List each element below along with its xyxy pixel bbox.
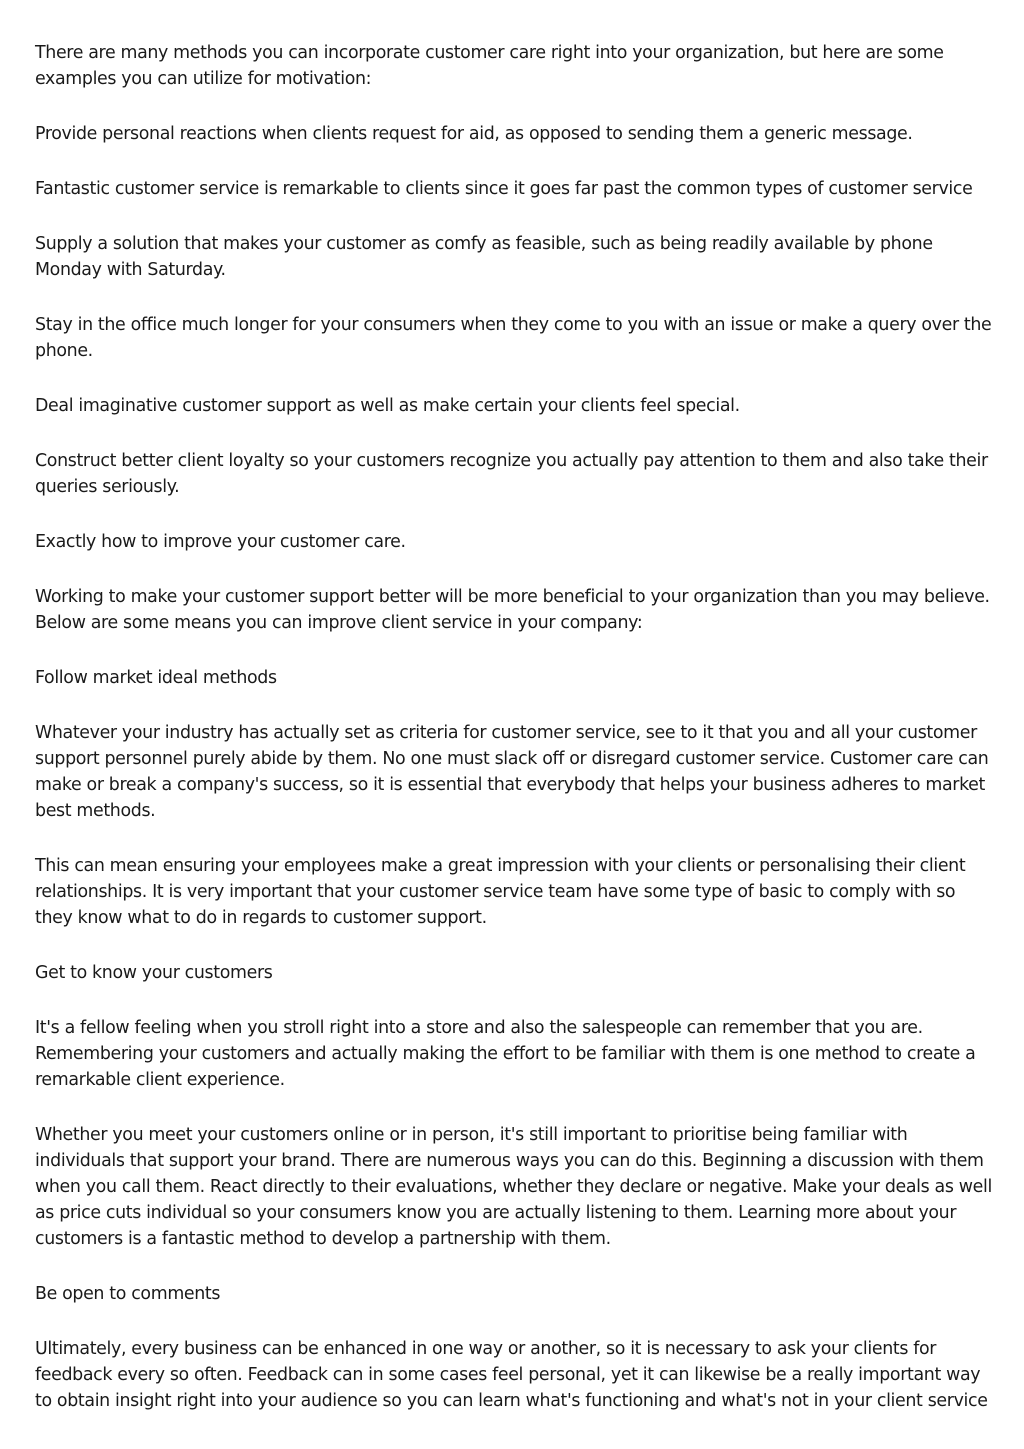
example-fantastic-service: Fantastic customer service is remarkable to clients since it goes far past the common types of customer service bbox=[35, 179, 973, 199]
section-heading-know-customers: Get to know your customers bbox=[35, 963, 273, 983]
fellow-feeling-paragraph: It's a fellow feeling when you stroll right into a store and also the salespeople can remember that you are. Remembering your customers and actually making the effort to be familiar with them is one method to create a remarkable client experience. bbox=[35, 1018, 976, 1090]
intro-paragraph: There are many methods you can incorporate customer care right into your organization, but here are some examples you can utilize for motivation: bbox=[35, 43, 944, 89]
feedback-paragraph: Ultimately, every business can be enhanced in one way or another, so it is necessary to ask your clients for feedback every so often. Feedback can in some cases feel personal, yet it can likewise be a really important way to obtain insight right into your audience so you can learn what's functioning and what's not in your client service bbox=[35, 1339, 988, 1411]
meet-customers-paragraph: Whether you meet your customers online or in person, it's still important to prioritise being familiar with individuals that support your brand. There are numerous ways you can do this. Beginning a discussion with them when you call them. React directly to their evaluations, whether they declare or negative. Make your deals as well as price cuts individual so your consumers know you are actually listening to them. Learning more about your customers is a fantastic method to develop a partnership with them. bbox=[35, 1125, 992, 1249]
best-methods-paragraph: Whatever your industry has actually set as criteria for customer service, see to it that you and all your customer support personnel purely abide by them. No one must slack off or disregard customer service. Customer care can make or break a company's success, so it is essential that everybody that helps your business adheres to market best methods. bbox=[35, 723, 989, 821]
document-body bbox=[35, 40, 995, 1443]
example-comfy-solution: Supply a solution that makes your customer as comfy as feasible, such as being readily available by phone Monday with Saturday. bbox=[35, 234, 933, 280]
section-heading-improve: Exactly how to improve your customer care. bbox=[35, 532, 406, 552]
example-personal-reactions: Provide personal reactions when clients request for aid, as opposed to sending them a generic message. bbox=[35, 124, 913, 144]
example-imaginative-support: Deal imaginative customer support as well as make certain your clients feel special. bbox=[35, 396, 740, 416]
example-client-loyalty: Construct better client loyalty so your customers recognize you actually pay attention to them and also take their queries seriously. bbox=[35, 451, 988, 497]
improve-intro-paragraph: Working to make your customer support better will be more beneficial to your organization than you may believe. Below are some means you can improve client service in your company: bbox=[35, 587, 990, 633]
section-heading-open-comments: Be open to comments bbox=[35, 1284, 221, 1304]
section-heading-best-methods: Follow market ideal methods bbox=[35, 668, 277, 688]
impression-paragraph: This can mean ensuring your employees make a great impression with your clients or personalising their client relationships. It is very important that your customer service team have some type of basic to comply with so they know what to do in regards to customer support. bbox=[35, 856, 966, 928]
example-stay-longer: Stay in the office much longer for your consumers when they come to you with an issue or make a query over the phone. bbox=[35, 315, 992, 361]
